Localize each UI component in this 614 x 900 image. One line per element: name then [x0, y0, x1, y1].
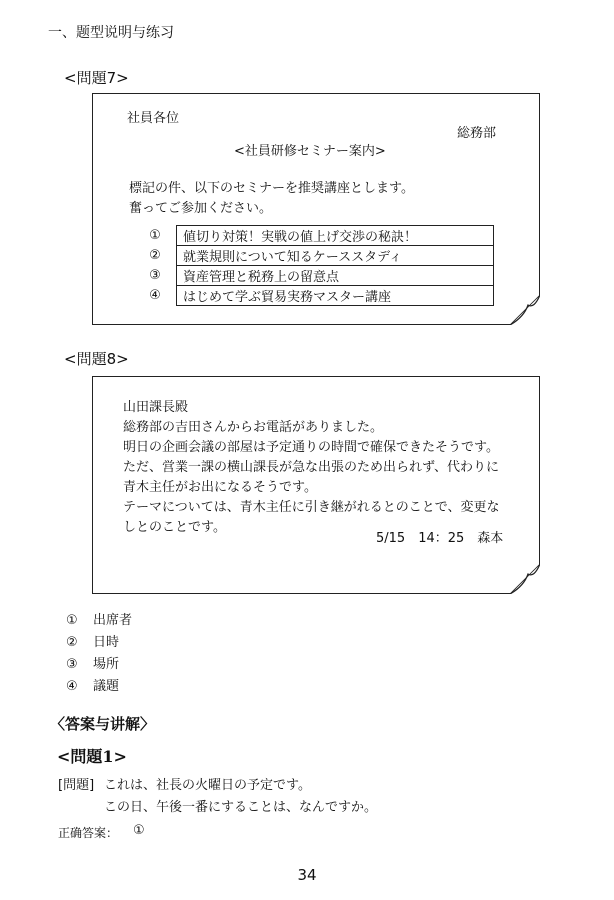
seminar-number: ④: [134, 286, 177, 306]
option-number: ①: [66, 613, 78, 628]
answer-problem-label: <問題1>: [57, 747, 127, 766]
memo-line: 総務部の吉田さんからお電話がありました。: [123, 420, 384, 435]
section-heading: 一、题型说明与练习: [48, 25, 174, 41]
notice-body-line: 奮ってご参加ください。: [129, 201, 273, 216]
table-row: [134, 286, 494, 306]
problem8-label: <問題8>: [64, 350, 129, 368]
seminar-name: はじめて学ぶ貿易実務マスター講座: [177, 286, 494, 306]
table-row: [134, 226, 494, 246]
option-text: 日時: [93, 635, 120, 650]
list-item: [66, 632, 132, 654]
page-curl-icon: [510, 295, 540, 325]
memo-line: ただ、営業一課の横山課長が急な出張のため出られず、代わりに: [123, 460, 499, 475]
notice-title: <社員研修セミナー案内>: [234, 144, 386, 159]
option-number: ④: [66, 679, 78, 694]
seminar-number: ②: [134, 246, 177, 266]
question-line: この日、午後一番にすることは、なんですか。: [104, 800, 378, 815]
question-tag: [問題]: [58, 778, 95, 793]
page-number: 34: [297, 866, 317, 884]
memo-signature: 5/15 14：25 森本: [376, 531, 504, 546]
memo-line: しとのことです。: [123, 520, 226, 535]
seminar-number: ③: [134, 266, 177, 286]
phone-memo: [92, 376, 540, 594]
option-number: ②: [66, 635, 78, 650]
problem7-label: <問題7>: [64, 69, 129, 87]
seminar-number: ①: [134, 226, 177, 246]
notice-body-line: 標記の件、以下のセミナーを推奨講座とします。: [129, 181, 414, 196]
memo-line: テーマについては、青木主任に引き継がれるとのことで、変更な: [123, 500, 500, 515]
list-item: [66, 676, 132, 698]
memo-line: 山田課長殿: [123, 400, 189, 415]
memo-line: 青木主任がお出になるそうです。: [123, 480, 317, 495]
notice-recipient: 社員各位: [127, 111, 180, 126]
option-number: ③: [66, 657, 78, 672]
page-curl-icon: [510, 564, 540, 594]
notice-sender: 総務部: [457, 126, 497, 141]
memo-line: 明日の企画会議の部屋は予定通りの時間で確保できたそうです。: [123, 440, 499, 455]
seminar-table: [134, 225, 494, 306]
seminar-notice: [92, 93, 540, 325]
question-line: これは、社長の火曜日の予定です。: [104, 778, 311, 793]
answers-heading: 〈答案与讲解〉: [50, 715, 156, 733]
list-item: [66, 610, 132, 632]
correct-answer-value: ①: [133, 823, 145, 838]
answer-options: [66, 610, 132, 698]
seminar-name: 就業規則について知るケーススタディ: [177, 246, 494, 266]
correct-answer-label: 正确答案：: [58, 826, 119, 840]
option-text: 出席者: [93, 613, 133, 628]
option-text: 場所: [93, 657, 120, 672]
option-text: 議題: [93, 679, 120, 694]
seminar-name: 値切り対策！実戦の値上げ交渉の秘訣！: [177, 226, 494, 246]
seminar-name: 資産管理と税務上の留意点: [177, 266, 494, 286]
list-item: [66, 654, 132, 676]
table-row: [134, 266, 494, 286]
table-row: [134, 246, 494, 266]
